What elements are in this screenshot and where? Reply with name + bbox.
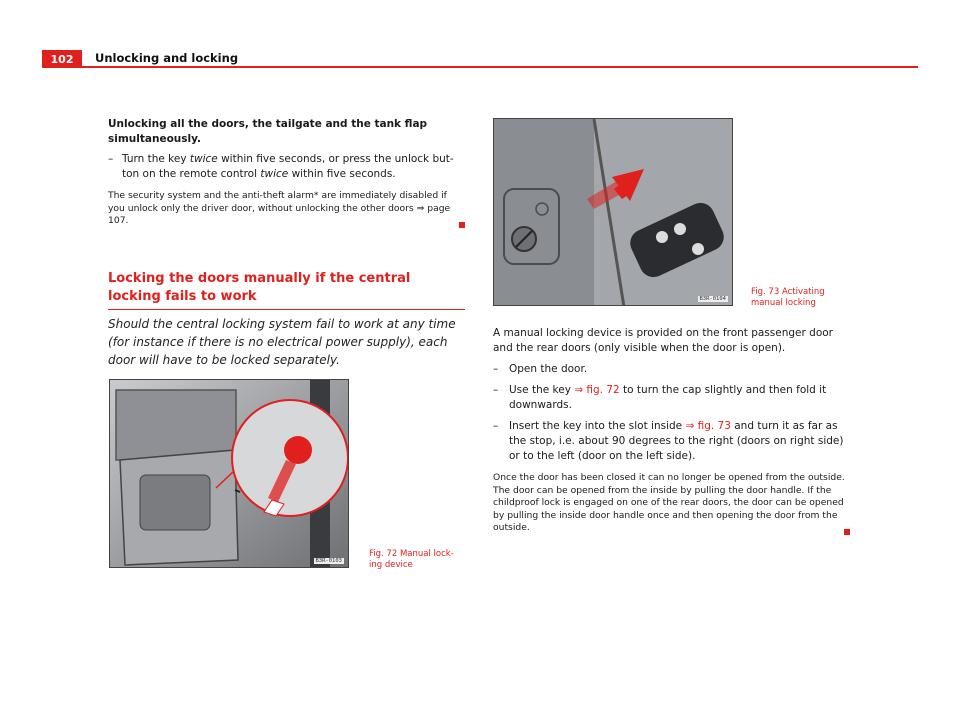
step-dash: – [493,363,499,375]
step-turn-cap [493,383,850,413]
step-dash: – [108,153,114,165]
page-number: 102 [42,50,82,68]
step-text: and turn it as far as the stop, i.e. about 90 degrees to the right (doors on right side) or to the left (door on the left side). [509,420,844,462]
figure-72-link[interactable]: ⇒ fig. 72 [574,384,620,396]
step-insert-key [493,419,850,464]
section-title: Locking the doors manually if the central locking fails to work [108,270,465,310]
step-emphasis: twice [189,153,218,165]
door-illustration [110,380,349,568]
figure-72-caption: Fig. 72 Manual lock-ing device [369,549,454,570]
step-dash: – [493,384,499,396]
manual-locking-description: A manual locking device is provided on the front passenger door and the rear doors (only visible when the door is open). [493,327,834,354]
figure-73-caption: Fig. 73 Activating manual locking [751,287,825,308]
step-emphasis: twice [260,167,289,180]
figure-code: B3R-0104 [699,296,726,302]
step-text: Insert the key into the slot inside [509,420,686,432]
right-column [493,326,850,539]
figure-manual-locking-device [109,379,349,568]
step-text: Turn the key [122,153,190,165]
step-text: within five seconds. [288,167,396,180]
header-rule [82,66,918,68]
key-in-door-illustration [494,119,733,306]
figure-activating-manual-locking [493,118,733,306]
step-text: Use the key [509,384,575,396]
step-dash: – [493,420,499,432]
step-open-door [493,362,850,377]
section-end-marker [844,529,850,535]
chapter-title: Unlocking and locking [95,51,239,65]
security-note [108,190,465,232]
left-column [108,117,465,232]
step-text: within five seconds, or press the unlock but-ton on the remote control [122,153,454,180]
note-text: The security system and the anti-theft alarm* are immediately disabled if you unlock only the driver door, without unlocking the other doors [108,190,447,214]
page-reference-link[interactable]: ⇒ page 107. [108,202,451,226]
figure-code: B3R-0103 [315,558,342,564]
closing-text: Once the door has been closed it can no longer be opened from the outside. The door can be opened from the inside by pulling the door handle. If the childproof lock is engaged on one of the rear doors, the door can be opened by pulling the inside door handle once and then opening the door from the outside. [493,472,845,533]
step-text: to turn the cap slightly and then fold it downwards. [509,384,827,411]
step-text: Open the door. [509,363,588,375]
unlock-all-heading: Unlocking all the doors, the tailgate and the tank flap simultaneously. [108,118,428,145]
figure-73-link[interactable]: ⇒ fig. 73 [685,420,731,432]
step-turn-key-twice [108,152,465,181]
closing-note [493,472,850,539]
section-intro: Should the central locking system fail to work at any time (for instance if there is no electrical power supply), each door will have to be locked separately. [108,317,456,367]
section-end-marker [459,222,465,228]
